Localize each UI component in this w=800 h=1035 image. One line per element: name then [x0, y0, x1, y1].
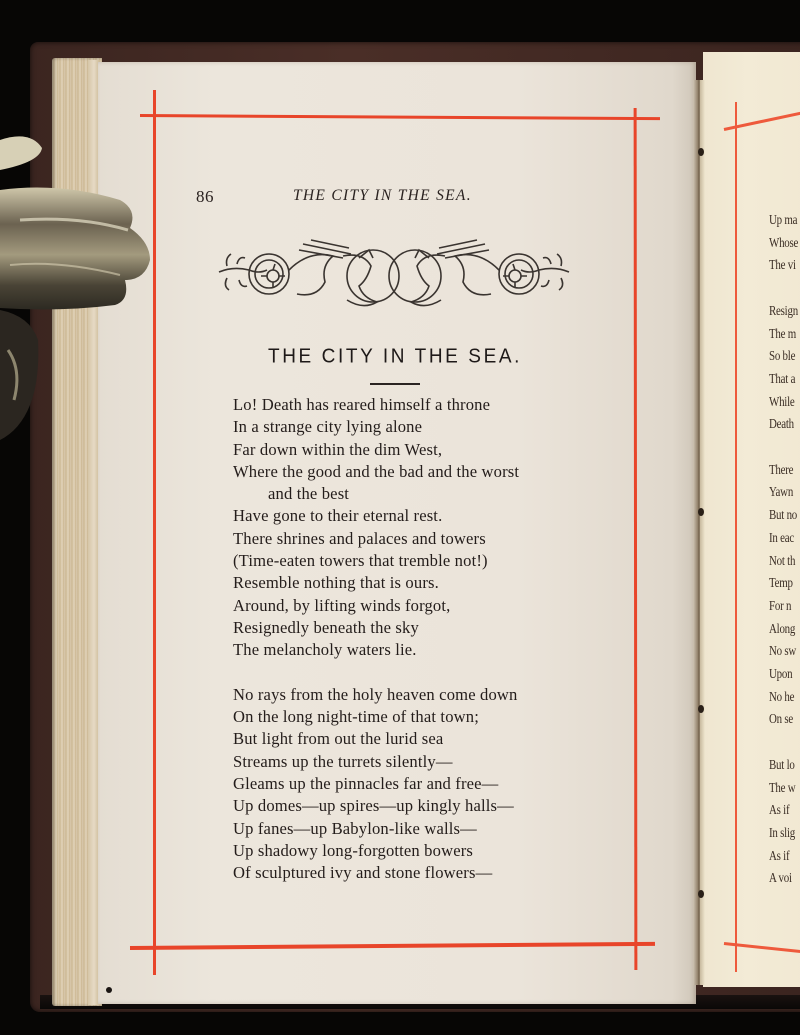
right-fragment: Resign [769, 303, 798, 319]
binding-stitch [698, 508, 704, 516]
right-fragment: On se [769, 712, 794, 728]
poem-line: The melancholy waters lie. [233, 640, 417, 660]
poem-line: Gleams up the pinnacles far and free— [233, 774, 499, 794]
right-fragment: No sw [769, 644, 797, 660]
right-fragment: In slig [769, 825, 795, 841]
binding-stitch [698, 890, 704, 898]
right-fragment: Not th [769, 553, 796, 569]
poem-body [233, 394, 633, 885]
right-fragment: Up ma [769, 213, 798, 228]
right-fragment: Temp [769, 576, 793, 592]
poem-line: Of sculptured ivy and stone flowers— [233, 863, 493, 883]
right-fragment: There [769, 462, 794, 478]
poem-line: and the best [268, 484, 350, 504]
right-fragment: The m [769, 326, 797, 342]
poem-line: There shrines and palaces and towers [233, 528, 486, 548]
right-fragment: A voi [769, 871, 792, 887]
poem-line: Resemble nothing that is ours. [233, 573, 439, 593]
right-fragment: Yawn [769, 485, 794, 501]
book-gutter [693, 80, 705, 985]
poem-line: Have gone to their eternal rest. [233, 506, 443, 526]
poem-line: But light from out the lurid sea [233, 729, 444, 749]
poem-line: Up domes—up spires—up kingly halls— [233, 796, 514, 816]
book-clamp-icon [0, 130, 160, 450]
right-fragment: As if [769, 803, 790, 819]
right-fragment: While [769, 394, 795, 410]
right-fragment: The w [769, 780, 796, 796]
right-fragment: As if [769, 848, 790, 864]
right-red-rule-left [735, 102, 737, 972]
binding-stitch [698, 148, 704, 156]
right-fragment: Upon [769, 667, 793, 683]
poem-line: Where the good and the bad and the worst [233, 461, 520, 481]
poem-line: Resignedly beneath the sky [233, 617, 419, 637]
poem-line: In a strange city lying alone [233, 417, 423, 437]
right-fragment: But no [769, 508, 798, 524]
right-fragment: For n [769, 598, 792, 614]
poem-line: (Time-eaten towers that tremble not!) [233, 551, 488, 571]
right-fragment: So ble [769, 349, 796, 365]
stanza-2 [233, 684, 633, 885]
poem-line: Streams up the turrets silently— [233, 751, 453, 771]
right-fragment: In eac [769, 530, 794, 546]
stanza-1 [233, 394, 633, 662]
right-fragment: No he [769, 689, 795, 705]
poem-line: Around, by lifting winds forgot, [233, 595, 451, 615]
right-page-text [769, 210, 798, 891]
poem-line: Up shadowy long-forgotten bowers [233, 840, 473, 860]
right-fragment: Whose [769, 235, 799, 251]
right-fragment: The vi [769, 258, 796, 274]
poem-line: Lo! Death has reared himself a throne [233, 395, 491, 414]
poem-line: Far down within the dim West, [233, 439, 443, 459]
poem-line: On the long night-time of that town; [233, 707, 479, 727]
running-head: THE CITY IN THE SEA. [293, 187, 472, 204]
dragon-ornament-icon [213, 236, 575, 314]
ink-spot [106, 987, 112, 993]
right-fragment: Along [769, 621, 796, 637]
poem-line: No rays from the holy heaven come down [233, 684, 518, 704]
right-fragment: That a [769, 371, 796, 387]
page-number: 86 [196, 187, 214, 206]
title-divider [370, 383, 420, 385]
right-fragment: Death [769, 417, 794, 433]
poem-title: THE CITY IN THE SEA. [267, 345, 522, 368]
right-fragment: But lo [769, 757, 795, 773]
poem-line: Up fanes—up Babylon-like walls— [233, 818, 477, 838]
stanza-gap [233, 662, 633, 684]
binding-stitch [698, 705, 704, 713]
